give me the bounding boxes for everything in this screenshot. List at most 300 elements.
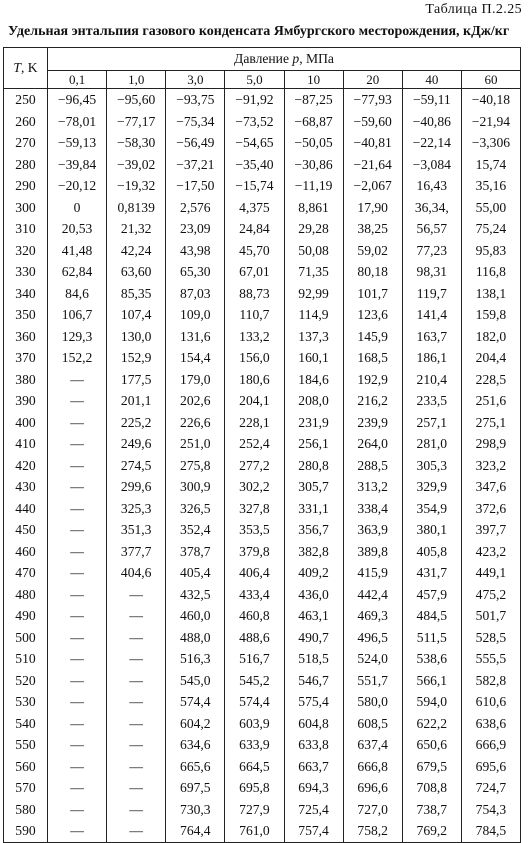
temperature-cell: 570 [4, 777, 48, 799]
enthalpy-cell: 225,2 [107, 412, 166, 434]
pressure-col-header: 10 [284, 71, 343, 89]
temperature-cell: 300 [4, 197, 48, 219]
temperature-cell: 590 [4, 820, 48, 842]
enthalpy-cell: 488,0 [166, 627, 225, 649]
enthalpy-cell: 133,2 [225, 326, 284, 348]
enthalpy-cell: 354,9 [402, 498, 461, 520]
enthalpy-cell: 154,4 [166, 347, 225, 369]
enthalpy-cell: 363,9 [343, 519, 402, 541]
enthalpy-cell: — [48, 691, 107, 713]
pressure-col-header: 3,0 [166, 71, 225, 89]
enthalpy-cell: 475,2 [461, 584, 520, 606]
enthalpy-cell: 580,0 [343, 691, 402, 713]
enthalpy-cell: 216,2 [343, 390, 402, 412]
enthalpy-cell: −87,25 [284, 89, 343, 111]
enthalpy-cell: −17,50 [166, 175, 225, 197]
enthalpy-cell: 179,0 [166, 369, 225, 391]
enthalpy-cell: 379,8 [225, 541, 284, 563]
enthalpy-cell: 63,60 [107, 261, 166, 283]
enthalpy-cell: 378,7 [166, 541, 225, 563]
enthalpy-cell: 77,23 [402, 240, 461, 262]
temperature-cell: 280 [4, 154, 48, 176]
enthalpy-cell: 754,3 [461, 799, 520, 821]
table-row [4, 605, 521, 627]
enthalpy-cell: −40,18 [461, 89, 520, 111]
enthalpy-cell: 575,4 [284, 691, 343, 713]
enthalpy-cell: 313,2 [343, 476, 402, 498]
enthalpy-cell: 650,6 [402, 734, 461, 756]
enthalpy-cell: 38,25 [343, 218, 402, 240]
enthalpy-cell: 496,5 [343, 627, 402, 649]
enthalpy-cell: 204,4 [461, 347, 520, 369]
enthalpy-cell: 356,7 [284, 519, 343, 541]
enthalpy-cell: 555,5 [461, 648, 520, 670]
enthalpy-cell: −54,65 [225, 132, 284, 154]
temperature-cell: 380 [4, 369, 48, 391]
enthalpy-cell: 280,8 [284, 455, 343, 477]
enthalpy-cell: 382,8 [284, 541, 343, 563]
enthalpy-cell: 228,1 [225, 412, 284, 434]
enthalpy-cell: 695,8 [225, 777, 284, 799]
temperature-header [4, 48, 48, 89]
enthalpy-cell: 423,2 [461, 541, 520, 563]
enthalpy-cell: −40,86 [402, 111, 461, 133]
enthalpy-cell: 138,1 [461, 283, 520, 305]
enthalpy-cell: — [48, 756, 107, 778]
enthalpy-cell: 252,4 [225, 433, 284, 455]
enthalpy-cell: −3,084 [402, 154, 461, 176]
enthalpy-cell: 604,2 [166, 713, 225, 735]
enthalpy-cell: 275,1 [461, 412, 520, 434]
enthalpy-cell: 758,2 [343, 820, 402, 842]
enthalpy-cell: 582,8 [461, 670, 520, 692]
temperature-cell: 540 [4, 713, 48, 735]
enthalpy-cell: 50,08 [284, 240, 343, 262]
temperature-cell: 560 [4, 756, 48, 778]
table-row [4, 240, 521, 262]
table-row [4, 347, 521, 369]
enthalpy-cell: 389,8 [343, 541, 402, 563]
table-number: Таблица П.2.25 [425, 2, 522, 17]
enthalpy-cell: 404,6 [107, 562, 166, 584]
enthalpy-cell: 634,6 [166, 734, 225, 756]
table-row [4, 541, 521, 563]
enthalpy-cell: 545,0 [166, 670, 225, 692]
enthalpy-cell: 275,8 [166, 455, 225, 477]
enthalpy-cell: 603,9 [225, 713, 284, 735]
enthalpy-cell: 663,7 [284, 756, 343, 778]
enthalpy-cell: 239,9 [343, 412, 402, 434]
enthalpy-cell: 633,9 [225, 734, 284, 756]
enthalpy-cell: — [48, 820, 107, 842]
enthalpy-cell: 233,5 [402, 390, 461, 412]
table-row [4, 799, 521, 821]
enthalpy-cell: 397,7 [461, 519, 520, 541]
temperature-cell: 290 [4, 175, 48, 197]
temperature-cell: 270 [4, 132, 48, 154]
enthalpy-cell: 43,98 [166, 240, 225, 262]
enthalpy-cell: 524,0 [343, 648, 402, 670]
table-row [4, 756, 521, 778]
enthalpy-cell: 329,9 [402, 476, 461, 498]
enthalpy-cell: −21,64 [343, 154, 402, 176]
enthalpy-cell: 95,83 [461, 240, 520, 262]
table-row [4, 218, 521, 240]
enthalpy-cell: 351,3 [107, 519, 166, 541]
enthalpy-cell: 35,16 [461, 175, 520, 197]
temperature-cell: 410 [4, 433, 48, 455]
enthalpy-cell: 251,0 [166, 433, 225, 455]
pressure-col-header: 20 [343, 71, 402, 89]
enthalpy-cell: 730,3 [166, 799, 225, 821]
enthalpy-cell: — [107, 820, 166, 842]
enthalpy-cell: 405,4 [166, 562, 225, 584]
enthalpy-cell: 708,8 [402, 777, 461, 799]
enthalpy-cell: 488,6 [225, 627, 284, 649]
enthalpy-cell: 264,0 [343, 433, 402, 455]
table-row [4, 498, 521, 520]
enthalpy-cell: 352,4 [166, 519, 225, 541]
temperature-cell: 480 [4, 584, 48, 606]
enthalpy-cell: −3,306 [461, 132, 520, 154]
enthalpy-cell: 55,00 [461, 197, 520, 219]
enthalpy-cell: 326,5 [166, 498, 225, 520]
enthalpy-cell: 16,43 [402, 175, 461, 197]
enthalpy-cell: — [48, 627, 107, 649]
table-row [4, 175, 521, 197]
temperature-cell: 430 [4, 476, 48, 498]
enthalpy-cell: 17,90 [343, 197, 402, 219]
enthalpy-cell: 300,9 [166, 476, 225, 498]
enthalpy-cell: −39,84 [48, 154, 107, 176]
enthalpy-cell: 325,3 [107, 498, 166, 520]
enthalpy-cell: 114,9 [284, 304, 343, 326]
enthalpy-cell: — [107, 777, 166, 799]
enthalpy-cell: — [48, 455, 107, 477]
enthalpy-cell: 574,4 [225, 691, 284, 713]
table-row [4, 820, 521, 842]
enthalpy-cell: — [48, 584, 107, 606]
enthalpy-cell: — [48, 777, 107, 799]
enthalpy-cell: 665,6 [166, 756, 225, 778]
temperature-cell: 580 [4, 799, 48, 821]
enthalpy-cell: 695,6 [461, 756, 520, 778]
enthalpy-cell: 725,4 [284, 799, 343, 821]
enthalpy-cell: 257,1 [402, 412, 461, 434]
enthalpy-cell: 697,5 [166, 777, 225, 799]
enthalpy-cell: 109,0 [166, 304, 225, 326]
enthalpy-cell: −56,49 [166, 132, 225, 154]
enthalpy-cell: −68,87 [284, 111, 343, 133]
enthalpy-cell: 380,1 [402, 519, 461, 541]
enthalpy-cell: 41,48 [48, 240, 107, 262]
enthalpy-cell: 202,6 [166, 390, 225, 412]
enthalpy-cell: 65,30 [166, 261, 225, 283]
enthalpy-cell: 85,35 [107, 283, 166, 305]
enthalpy-cell: 24,84 [225, 218, 284, 240]
enthalpy-cell: 551,7 [343, 670, 402, 692]
enthalpy-cell: 130,0 [107, 326, 166, 348]
table-title: Удельная энтальпия газового конденсата Ямбургского месторождения, кДж/кг [8, 24, 510, 39]
enthalpy-cell: −58,30 [107, 132, 166, 154]
enthalpy-cell: 694,3 [284, 777, 343, 799]
temperature-cell: 330 [4, 261, 48, 283]
pressure-col-header: 60 [461, 71, 520, 89]
temperature-cell: 320 [4, 240, 48, 262]
enthalpy-cell: 460,0 [166, 605, 225, 627]
enthalpy-cell: — [107, 584, 166, 606]
enthalpy-cell: 29,28 [284, 218, 343, 240]
enthalpy-cell: 298,9 [461, 433, 520, 455]
enthalpy-cell: 145,9 [343, 326, 402, 348]
temperature-cell: 420 [4, 455, 48, 477]
enthalpy-cell: — [48, 498, 107, 520]
enthalpy-cell: 182,0 [461, 326, 520, 348]
enthalpy-cell: 281,0 [402, 433, 461, 455]
enthalpy-cell: 372,6 [461, 498, 520, 520]
enthalpy-cell: — [48, 369, 107, 391]
table-row [4, 584, 521, 606]
enthalpy-cell: 518,5 [284, 648, 343, 670]
enthalpy-cell: 75,24 [461, 218, 520, 240]
enthalpy-cell: — [48, 390, 107, 412]
table-row [4, 713, 521, 735]
enthalpy-cell: 594,0 [402, 691, 461, 713]
enthalpy-cell: 696,6 [343, 777, 402, 799]
enthalpy-cell: −59,60 [343, 111, 402, 133]
table-row [4, 154, 521, 176]
enthalpy-cell: 98,31 [402, 261, 461, 283]
enthalpy-cell: — [107, 691, 166, 713]
enthalpy-cell: 331,1 [284, 498, 343, 520]
table-row [4, 132, 521, 154]
enthalpy-cell: 490,7 [284, 627, 343, 649]
enthalpy-cell: 299,6 [107, 476, 166, 498]
temperature-cell: 550 [4, 734, 48, 756]
enthalpy-cell: — [48, 713, 107, 735]
enthalpy-cell: −21,94 [461, 111, 520, 133]
enthalpy-cell: 415,9 [343, 562, 402, 584]
table-row [4, 197, 521, 219]
temperature-cell: 360 [4, 326, 48, 348]
enthalpy-cell: — [48, 412, 107, 434]
pressure-var: p [292, 51, 300, 66]
enthalpy-cell: 87,03 [166, 283, 225, 305]
enthalpy-cell: −39,02 [107, 154, 166, 176]
enthalpy-cell: 129,3 [48, 326, 107, 348]
enthalpy-cell: — [48, 541, 107, 563]
enthalpy-cell: 406,4 [225, 562, 284, 584]
enthalpy-cell: 101,7 [343, 283, 402, 305]
enthalpy-cell: −91,92 [225, 89, 284, 111]
enthalpy-cell: 251,6 [461, 390, 520, 412]
enthalpy-cell: 88,73 [225, 283, 284, 305]
enthalpy-cell: 409,2 [284, 562, 343, 584]
table-row [4, 670, 521, 692]
enthalpy-cell: −93,75 [166, 89, 225, 111]
pressure-col-header: 5,0 [225, 71, 284, 89]
table-row [4, 369, 521, 391]
enthalpy-cell: −15,74 [225, 175, 284, 197]
enthalpy-cell: 92,99 [284, 283, 343, 305]
enthalpy-cell: — [107, 713, 166, 735]
table-row [4, 777, 521, 799]
enthalpy-cell: 152,2 [48, 347, 107, 369]
enthalpy-cell: 566,1 [402, 670, 461, 692]
enthalpy-cell: 4,375 [225, 197, 284, 219]
enthalpy-cell: — [107, 605, 166, 627]
table-row [4, 627, 521, 649]
pressure-group-prefix: Давление [234, 51, 293, 66]
enthalpy-cell: 168,5 [343, 347, 402, 369]
enthalpy-cell: 666,8 [343, 756, 402, 778]
enthalpy-cell: — [48, 734, 107, 756]
enthalpy-cell: 110,7 [225, 304, 284, 326]
enthalpy-cell: 327,8 [225, 498, 284, 520]
pressure-unit: , МПа [299, 51, 334, 66]
enthalpy-cell: 516,7 [225, 648, 284, 670]
enthalpy-cell: −95,60 [107, 89, 166, 111]
enthalpy-cell: — [48, 562, 107, 584]
pressure-col-header: 1,0 [107, 71, 166, 89]
enthalpy-cell: 274,5 [107, 455, 166, 477]
enthalpy-cell: 0 [48, 197, 107, 219]
temperature-unit: , K [20, 60, 38, 75]
enthalpy-cell: 436,0 [284, 584, 343, 606]
enthalpy-cell: 20,53 [48, 218, 107, 240]
enthalpy-cell: — [48, 433, 107, 455]
enthalpy-table [3, 47, 521, 843]
enthalpy-cell: −2,067 [343, 175, 402, 197]
enthalpy-cell: 574,4 [166, 691, 225, 713]
enthalpy-cell: 42,24 [107, 240, 166, 262]
enthalpy-cell: 62,84 [48, 261, 107, 283]
temperature-cell: 530 [4, 691, 48, 713]
table-row [4, 433, 521, 455]
enthalpy-cell: 228,5 [461, 369, 520, 391]
table-row [4, 455, 521, 477]
enthalpy-cell: — [107, 648, 166, 670]
temperature-cell: 440 [4, 498, 48, 520]
enthalpy-cell: 757,4 [284, 820, 343, 842]
enthalpy-cell: 432,5 [166, 584, 225, 606]
enthalpy-cell: — [48, 799, 107, 821]
enthalpy-cell: 210,4 [402, 369, 461, 391]
enthalpy-cell: 56,57 [402, 218, 461, 240]
enthalpy-cell: 511,5 [402, 627, 461, 649]
enthalpy-cell: 231,9 [284, 412, 343, 434]
table-row [4, 412, 521, 434]
enthalpy-cell: 353,5 [225, 519, 284, 541]
temperature-cell: 370 [4, 347, 48, 369]
enthalpy-cell: 679,5 [402, 756, 461, 778]
temperature-cell: 510 [4, 648, 48, 670]
enthalpy-cell: 666,9 [461, 734, 520, 756]
enthalpy-cell: 457,9 [402, 584, 461, 606]
enthalpy-cell: 80,18 [343, 261, 402, 283]
table-row [4, 304, 521, 326]
enthalpy-cell: 469,3 [343, 605, 402, 627]
enthalpy-cell: 249,6 [107, 433, 166, 455]
enthalpy-cell: — [107, 756, 166, 778]
enthalpy-cell: −59,13 [48, 132, 107, 154]
enthalpy-cell: 463,1 [284, 605, 343, 627]
temperature-cell: 490 [4, 605, 48, 627]
enthalpy-cell: 637,4 [343, 734, 402, 756]
enthalpy-cell: 123,6 [343, 304, 402, 326]
enthalpy-cell: 131,6 [166, 326, 225, 348]
enthalpy-cell: 184,6 [284, 369, 343, 391]
enthalpy-cell: −30,86 [284, 154, 343, 176]
enthalpy-cell: 288,5 [343, 455, 402, 477]
enthalpy-cell: −75,34 [166, 111, 225, 133]
table-row [4, 390, 521, 412]
enthalpy-cell: — [107, 734, 166, 756]
enthalpy-cell: 36,34, [402, 197, 461, 219]
enthalpy-cell: 764,4 [166, 820, 225, 842]
enthalpy-cell: — [48, 648, 107, 670]
enthalpy-cell: 664,5 [225, 756, 284, 778]
enthalpy-cell: −37,21 [166, 154, 225, 176]
pressure-group-header [48, 48, 521, 71]
enthalpy-cell: 528,5 [461, 627, 520, 649]
enthalpy-cell: 159,8 [461, 304, 520, 326]
enthalpy-cell: 152,9 [107, 347, 166, 369]
enthalpy-cell: −77,93 [343, 89, 402, 111]
enthalpy-cell: −50,05 [284, 132, 343, 154]
enthalpy-cell: 137,3 [284, 326, 343, 348]
table-row [4, 89, 521, 111]
enthalpy-cell: −73,52 [225, 111, 284, 133]
enthalpy-cell: 546,7 [284, 670, 343, 692]
table-row [4, 283, 521, 305]
enthalpy-cell: −19,32 [107, 175, 166, 197]
enthalpy-cell: 84,6 [48, 283, 107, 305]
enthalpy-cell: 186,1 [402, 347, 461, 369]
temperature-cell: 340 [4, 283, 48, 305]
table-row [4, 111, 521, 133]
enthalpy-cell: 727,0 [343, 799, 402, 821]
enthalpy-cell: — [48, 476, 107, 498]
enthalpy-cell: 338,4 [343, 498, 402, 520]
enthalpy-cell: 738,7 [402, 799, 461, 821]
enthalpy-cell: — [48, 670, 107, 692]
enthalpy-cell: 761,0 [225, 820, 284, 842]
table-row [4, 476, 521, 498]
enthalpy-cell: 226,6 [166, 412, 225, 434]
enthalpy-cell: — [48, 519, 107, 541]
enthalpy-cell: 501,7 [461, 605, 520, 627]
enthalpy-cell: 15,74 [461, 154, 520, 176]
table-row [4, 519, 521, 541]
enthalpy-cell: — [48, 605, 107, 627]
enthalpy-cell: 192,9 [343, 369, 402, 391]
enthalpy-cell: −78,01 [48, 111, 107, 133]
enthalpy-cell: 23,09 [166, 218, 225, 240]
enthalpy-cell: 442,4 [343, 584, 402, 606]
enthalpy-cell: 724,7 [461, 777, 520, 799]
enthalpy-cell: 460,8 [225, 605, 284, 627]
enthalpy-cell: 256,1 [284, 433, 343, 455]
enthalpy-cell: 160,1 [284, 347, 343, 369]
enthalpy-cell: 608,5 [343, 713, 402, 735]
enthalpy-cell: 2,576 [166, 197, 225, 219]
table-row [4, 326, 521, 348]
enthalpy-cell: −59,11 [402, 89, 461, 111]
table-row [4, 648, 521, 670]
enthalpy-cell: 622,2 [402, 713, 461, 735]
enthalpy-cell: 433,4 [225, 584, 284, 606]
